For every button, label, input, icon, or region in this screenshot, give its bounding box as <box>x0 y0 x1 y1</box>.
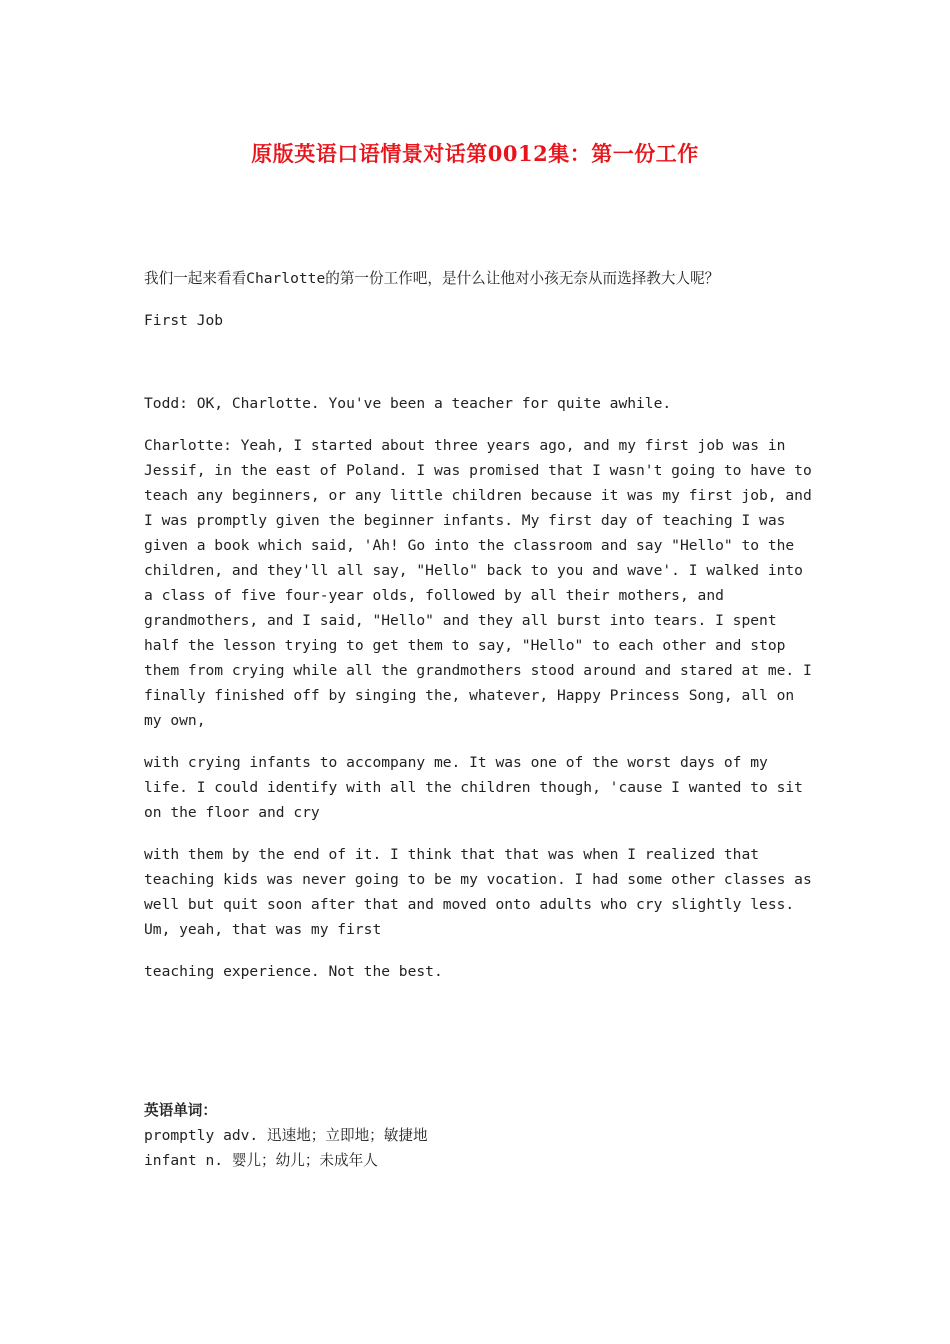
vocabulary-item: promptly adv. 迅速地；立即地；敏捷地 <box>144 1127 428 1144</box>
dialogue-paragraph: with crying infants to accompany me. It was one of the worst days of my life. I could identify with all the children though, 'cause I wanted to sit on the floor and cry <box>144 754 803 821</box>
dialogue-paragraph: Todd: OK, Charlotte. You've been a teacher for quite awhile. <box>144 395 672 412</box>
dialogue-paragraph: teaching experience. Not the best. <box>144 963 443 980</box>
dialogue-paragraph: Charlotte: Yeah, I started about three years ago, and my first job was in Jessif, in the east of Poland. I was promised that I wasn't going to have to teach any beginners, or any little children because it was my first job, and I was promptly given the beginner infants. My first day of teaching I was given a book which said, 'Ah! Go into the classroom and say "Hello" to the children, and they'll all say, "Hello" back to you and wave'. I walked into a class of five four-year olds, followed by all their mothers, and grandmothers, and I said, "Hello" and they all burst into tears. I spent half the lesson trying to get them to say, "Hello" to each other and stop them from crying while all the grandmothers stood around and stared at me. I finally finished off by singing the, whatever, Happy Princess Song, all on my own, <box>144 437 812 729</box>
vocabulary-item: infant n. 婴儿；幼儿；未成年人 <box>144 1152 378 1169</box>
dialogue-subtitle: First Job <box>144 312 224 329</box>
dialogue-body <box>144 391 812 1001</box>
intro-text: 我们一起来看看Charlotte的第一份工作吧，是什么让他对小孩无奈从而选择教大人呢？ <box>144 270 720 287</box>
vocabulary-heading: 英语单词： <box>144 1102 217 1119</box>
vocabulary-section <box>144 1098 812 1173</box>
dialogue-paragraph: with them by the end of it. I think that that was when I realized that teaching kids was never going to be my vocation. I had some other classes as well but quit soon after that and moved onto adults who cry slightly less. Um, yeah, that was my first <box>144 846 812 938</box>
document-title: 原版英语口语情景对话第0012集：第一份工作 <box>251 141 699 166</box>
